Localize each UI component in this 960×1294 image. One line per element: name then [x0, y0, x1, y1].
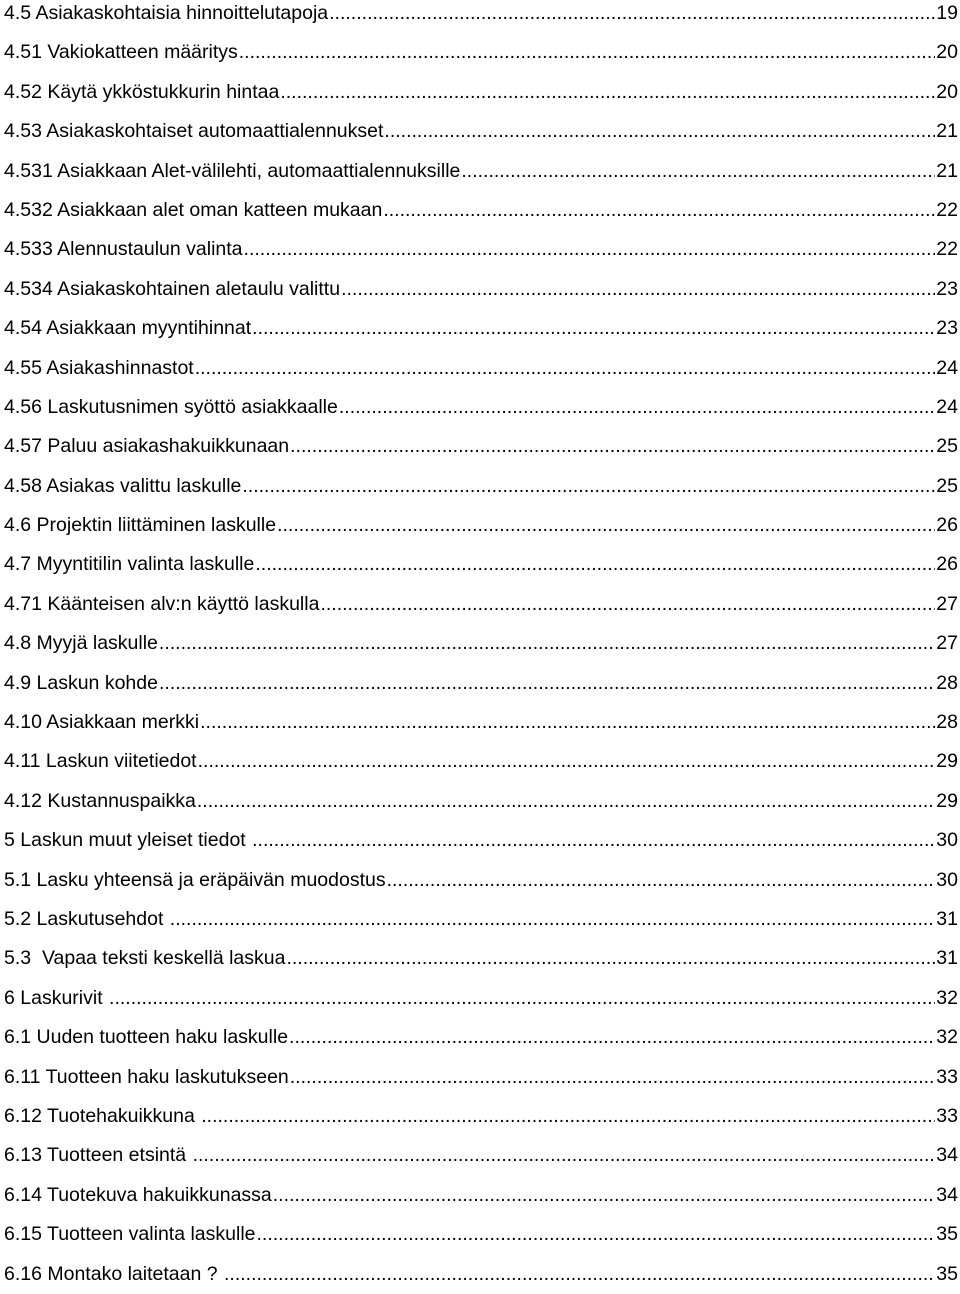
- toc-dot-leader: [244, 230, 936, 269]
- toc-entry-label: 4.11 Laskun viitetiedot: [4, 750, 197, 773]
- toc-entry[interactable]: [4, 506, 958, 545]
- toc-page-number: 29: [936, 789, 958, 812]
- toc-entry[interactable]: [4, 900, 958, 939]
- toc-entry-label: 6.14 Tuotekuva hakuikkunassa: [4, 1183, 272, 1206]
- toc-dot-leader: [273, 1176, 936, 1215]
- toc-entry[interactable]: [4, 152, 958, 191]
- toc-entry[interactable]: [4, 349, 958, 388]
- toc-page-number: 34: [936, 1144, 958, 1167]
- toc-page-number: 32: [936, 1026, 958, 1049]
- toc-page-number: 27: [936, 592, 958, 615]
- toc-entry[interactable]: [4, 388, 958, 427]
- toc-entry-label: 6 Laskurivit: [4, 986, 109, 1009]
- toc-dot-leader: [461, 152, 935, 191]
- toc-page-number: 22: [936, 198, 958, 221]
- toc-dot-leader: [290, 427, 935, 466]
- toc-dot-leader: [255, 545, 935, 584]
- toc-dot-leader: [195, 349, 936, 388]
- toc-page-number: 25: [936, 474, 958, 497]
- toc-entry-label: 4.58 Asiakas valittu laskulle: [4, 474, 242, 497]
- toc-page-number: 21: [936, 159, 958, 182]
- toc-page-number: 19: [936, 2, 958, 24]
- toc-entry-label: 4.531 Asiakkaan Alet-välilehti, automaattialennuksille: [4, 159, 461, 182]
- toc-entry[interactable]: [4, 0, 958, 33]
- toc-entry[interactable]: [4, 664, 958, 703]
- toc-page-number: 33: [936, 1104, 958, 1127]
- toc-dot-leader: [277, 506, 935, 545]
- toc-page-number: 23: [936, 317, 958, 340]
- toc-entry[interactable]: [4, 1136, 958, 1175]
- toc-entry[interactable]: [4, 73, 958, 112]
- toc-dot-leader: [339, 388, 935, 427]
- toc-entry-label: 6.1 Uuden tuotteen haku laskulle: [4, 1026, 289, 1049]
- toc-entry[interactable]: [4, 427, 958, 466]
- toc-page-number: 25: [936, 435, 958, 458]
- toc-entry-label: 4.56 Laskutusnimen syöttö asiakkaalle: [4, 395, 338, 418]
- toc-dot-leader: [252, 309, 935, 348]
- toc-entry-label: 4.57 Paluu asiakashakuikkunaan: [4, 435, 290, 458]
- toc-entry[interactable]: [4, 703, 958, 742]
- toc-entry-label: 6.11 Tuotteen haku laskutukseen: [4, 1065, 289, 1088]
- toc-entry-label: 4.12 Kustannuspaikka: [4, 789, 196, 812]
- toc-entry-label: 4.8 Myyjä laskulle: [4, 632, 158, 655]
- toc-dot-leader: [387, 861, 936, 900]
- toc-entry[interactable]: [4, 270, 958, 309]
- toc-entry-label: 6.15 Tuotteen valinta laskulle: [4, 1223, 256, 1246]
- toc-entry-label: 6.13 Tuotteen etsintä: [4, 1144, 192, 1167]
- toc-entry-label: 4.533 Alennustaulun valinta: [4, 238, 243, 261]
- toc-dot-leader: [170, 900, 936, 939]
- toc-entry[interactable]: [4, 1176, 958, 1215]
- toc-page-number: 23: [936, 277, 958, 300]
- toc-dot-leader: [200, 703, 935, 742]
- toc-dot-leader: [257, 1215, 936, 1254]
- toc-entry-label: 4.534 Asiakaskohtainen aletaulu valittu: [4, 277, 341, 300]
- toc-page-number: 27: [936, 632, 958, 655]
- toc-dot-leader: [197, 782, 935, 821]
- toc-page-number: 28: [936, 711, 958, 734]
- toc-dot-leader: [383, 191, 935, 230]
- toc-entry[interactable]: [4, 939, 958, 978]
- toc-entry[interactable]: [4, 1255, 958, 1294]
- toc-entry[interactable]: [4, 624, 958, 663]
- toc-entry-label: 5.2 Laskutusehdot: [4, 907, 169, 930]
- toc-dot-leader: [341, 270, 935, 309]
- toc-entry[interactable]: [4, 782, 958, 821]
- toc-dot-leader: [159, 624, 935, 663]
- toc-dot-leader: [198, 742, 936, 781]
- toc-dot-leader: [320, 585, 935, 624]
- toc-page-number: 20: [936, 80, 958, 103]
- toc-dot-leader: [384, 112, 935, 151]
- toc-page-number: 30: [936, 868, 958, 891]
- toc-dot-leader: [201, 1097, 935, 1136]
- toc-page-number: 32: [936, 986, 958, 1009]
- toc-entry-label: 4.10 Asiakkaan merkki: [4, 711, 200, 734]
- toc-dot-leader: [280, 73, 935, 112]
- toc-entry-label: 4.71 Käänteisen alv:n käyttö laskulla: [4, 592, 320, 615]
- toc-entry[interactable]: [4, 191, 958, 230]
- toc-entry[interactable]: [4, 821, 958, 860]
- toc-dot-leader: [290, 1058, 936, 1097]
- toc-entry[interactable]: [4, 1097, 958, 1136]
- toc-entry-label: 4.7 Myyntitilin valinta laskulle: [4, 553, 255, 576]
- toc-dot-leader: [159, 664, 935, 703]
- toc-entry[interactable]: [4, 979, 958, 1018]
- toc-entry[interactable]: [4, 585, 958, 624]
- toc-entry-label: 4.5 Asiakaskohtaisia hinnoittelutapoja: [4, 2, 329, 24]
- toc-page-number: 29: [936, 750, 958, 773]
- toc-entry-label: 4.54 Asiakkaan myyntihinnat: [4, 317, 252, 340]
- toc-page-number: 20: [936, 41, 958, 64]
- toc-entry-label: 6.12 Tuotehakuikkuna: [4, 1104, 201, 1127]
- toc-dot-leader: [289, 1018, 935, 1057]
- toc-page-number: 35: [936, 1223, 958, 1246]
- toc-entry-label: 4.532 Asiakkaan alet oman katteen mukaan: [4, 198, 383, 221]
- toc-page-number: 31: [936, 947, 958, 970]
- toc-dot-leader: [193, 1136, 936, 1175]
- toc-entry-label: 4.9 Laskun kohde: [4, 671, 158, 694]
- toc-page-number: 24: [936, 395, 958, 418]
- toc-page-number: 26: [936, 514, 958, 537]
- toc-page-number: 24: [936, 356, 958, 379]
- toc-dot-leader: [224, 1255, 935, 1294]
- toc-page-number: 26: [936, 553, 958, 576]
- toc-dot-leader: [286, 939, 935, 978]
- toc-page-number: 35: [936, 1262, 958, 1285]
- toc-entry[interactable]: [4, 742, 958, 781]
- toc-entry[interactable]: [4, 1215, 958, 1254]
- toc-entry-label: 4.51 Vakiokatteen määritys: [4, 41, 238, 64]
- toc-entry[interactable]: [4, 1058, 958, 1097]
- toc-dot-leader: [252, 821, 935, 860]
- toc-page-number: 30: [936, 829, 958, 852]
- toc-entry[interactable]: [4, 1018, 958, 1057]
- toc-entry-label: 4.55 Asiakashinnastot: [4, 356, 194, 379]
- toc-dot-leader: [329, 0, 935, 33]
- toc-entry[interactable]: [4, 309, 958, 348]
- toc-entry[interactable]: [4, 230, 958, 269]
- toc-entry-label: 4.53 Asiakaskohtaiset automaattialennukset: [4, 120, 384, 143]
- toc-entry-label: 5.3 Vapaa teksti keskellä laskua: [4, 947, 286, 970]
- toc-entry-label: 4.52 Käytä ykköstukkurin hintaa: [4, 80, 280, 103]
- toc-entry-label: 6.16 Montako laitetaan ?: [4, 1262, 223, 1285]
- table-of-contents: [4, 0, 958, 1294]
- toc-entry-label: 4.6 Projektin liittäminen laskulle: [4, 514, 277, 537]
- toc-dot-leader: [109, 979, 935, 1018]
- toc-entry[interactable]: [4, 545, 958, 584]
- toc-dot-leader: [239, 33, 936, 72]
- toc-page-number: 28: [936, 671, 958, 694]
- toc-dot-leader: [242, 467, 935, 506]
- toc-entry[interactable]: [4, 467, 958, 506]
- toc-page-number: 22: [936, 238, 958, 261]
- toc-entry[interactable]: [4, 33, 958, 72]
- toc-page-number: 34: [936, 1183, 958, 1206]
- toc-page-number: 21: [936, 120, 958, 143]
- toc-page-number: 33: [936, 1065, 958, 1088]
- toc-page-number: 31: [936, 907, 958, 930]
- toc-entry[interactable]: [4, 861, 958, 900]
- toc-entry[interactable]: [4, 112, 958, 151]
- toc-entry-label: 5 Laskun muut yleiset tiedot: [4, 829, 252, 852]
- toc-entry-label: 5.1 Lasku yhteensä ja eräpäivän muodostus: [4, 868, 386, 891]
